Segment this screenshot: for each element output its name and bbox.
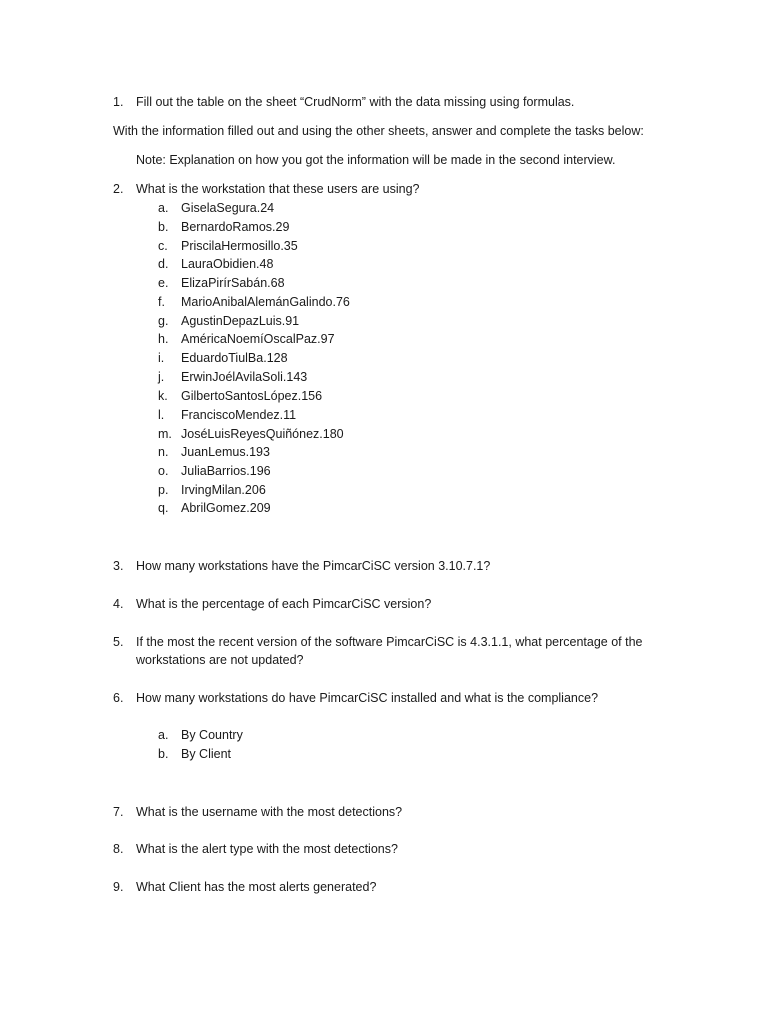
list-item-letter: f. [158,295,165,309]
q3-number: 3. [113,559,124,573]
list-item-letter: d. [158,257,169,271]
q3-text: How many workstations have the PimcarCiSC version 3.10.7.1? [136,559,491,573]
list-item: ErwinJoélAvilaSoli.143 [181,370,308,384]
list-item: GilbertoSantosLópez.156 [181,389,323,403]
list-item-letter: q. [158,501,169,515]
list-item: AgustinDepazLuis.91 [181,314,300,328]
list-item-letter: o. [158,464,169,478]
list-item-letter: k. [158,389,168,403]
q9-text: What Client has the most alerts generated? [136,880,377,894]
list-item: AbrilGomez.209 [181,501,271,515]
list-item: LauraObidien.48 [181,257,274,271]
q9-number: 9. [113,880,124,894]
list-item-letter: j. [158,370,165,384]
list-item: JuliaBarrios.196 [181,464,271,478]
list-item: BernardoRamos.29 [181,220,290,234]
list-item: JuanLemus.193 [181,445,270,459]
list-item-letter: l. [158,408,165,422]
q8-text: What is the alert type with the most detections? [136,842,398,856]
list-item-letter: i. [158,351,165,365]
list-item: MarioAnibalAlemánGalindo.76 [181,295,350,309]
q4-text: What is the percentage of each PimcarCiSC version? [136,597,432,611]
list-item-letter: g. [158,314,169,328]
list-item: By Client [181,747,232,761]
list-item: ElizaPirírSabán.68 [181,276,285,290]
q5-number: 5. [113,635,124,649]
q1-number: 1. [113,95,124,109]
intro-paragraph: With the information filled out and using the other sheets, answer and complete the tasks below: [113,124,644,138]
list-item: By Country [181,728,243,742]
q4-number: 4. [113,597,124,611]
q6-number: 6. [113,691,124,705]
list-item: PriscilaHermosillo.35 [181,239,298,253]
q6-text: How many workstations do have PimcarCiSC installed and what is the compliance? [136,691,599,705]
q7-text: What is the username with the most detections? [136,805,403,819]
list-item: GiselaSegura.24 [181,201,275,215]
list-item-letter: p. [158,483,169,497]
list-item-letter: n. [158,445,169,459]
list-item-letter: e. [158,276,169,290]
list-item-letter: a. [158,728,169,742]
list-item-letter: m. [158,427,172,441]
list-item: IrvingMilan.206 [181,483,266,497]
list-item-letter: c. [158,239,168,253]
list-item: FranciscoMendez.11 [181,408,297,422]
q5-text-line2: workstations are not updated? [136,653,304,667]
list-item: JoséLuisReyesQuiñónez.180 [181,427,344,441]
q2-number: 2. [113,182,124,196]
list-item: EduardoTiulBa.128 [181,351,288,365]
note-paragraph: Note: Explanation on how you got the information will be made in the second interview. [136,153,616,167]
list-item-letter: b. [158,220,169,234]
q8-number: 8. [113,842,124,856]
q1-text: Fill out the table on the sheet “CrudNorm” with the data missing using formulas. [136,95,575,109]
list-item-letter: b. [158,747,169,761]
list-item-letter: a. [158,201,169,215]
list-item: AméricaNoemíOscalPaz.97 [181,332,335,346]
q7-number: 7. [113,805,124,819]
q2-text: What is the workstation that these users are using? [136,182,420,196]
list-item-letter: h. [158,332,169,346]
q5-text-line1: If the most the recent version of the software PimcarCiSC is 4.3.1.1, what percentage of the [136,635,643,649]
